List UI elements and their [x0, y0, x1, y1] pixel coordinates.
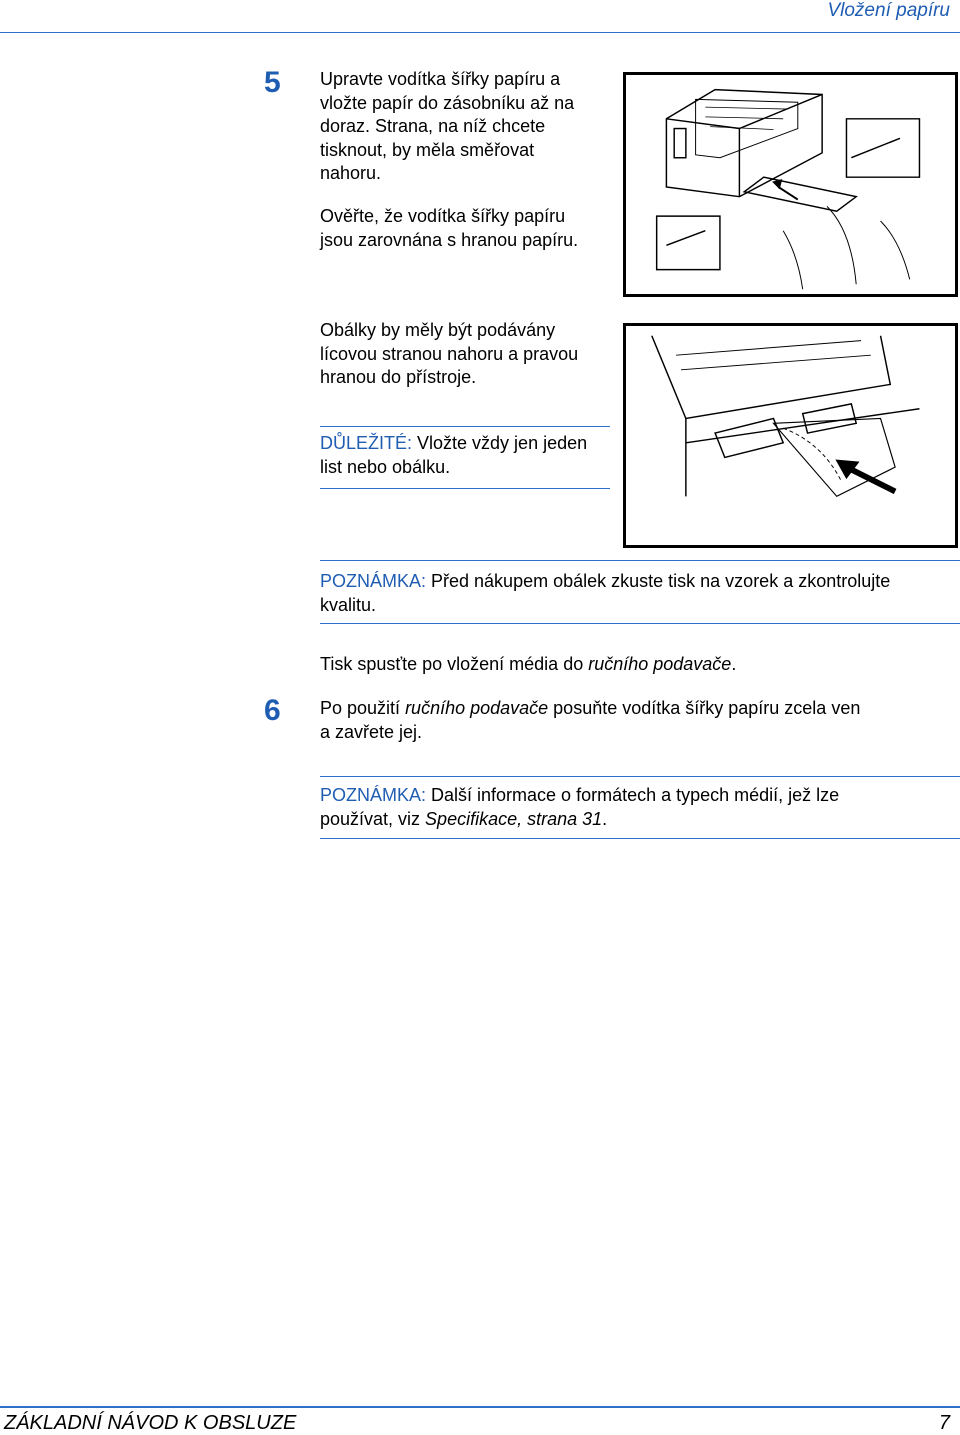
note-label: POZNÁMKA:: [320, 785, 427, 805]
printer-paper-illustration: [626, 75, 955, 294]
running-header-title: Vložení papíru: [827, 0, 950, 21]
figure-envelope-loading: [623, 323, 958, 548]
envelope-illustration: [626, 326, 955, 545]
text-line: doraz. Strana, na níž chcete: [320, 116, 546, 136]
manual-feeder-term: ručního podavače: [588, 654, 732, 674]
text-line: Obálky by měly být podávány: [320, 320, 556, 340]
step5-paragraph-3: [320, 319, 578, 390]
text-line: lícovou stranou nahoru a pravou: [320, 343, 579, 364]
important-text: Vložte vždy jen jeden: [412, 433, 588, 453]
note-text: Před nákupem obálek zkuste tisk na vzorek a zkontrolujte: [426, 571, 891, 591]
note-text-line-2: kvalitu.: [320, 594, 377, 615]
important-note: [320, 432, 587, 479]
note2-top-rule: [320, 776, 960, 777]
note-1: [320, 570, 960, 617]
note1-top-rule: [320, 560, 960, 561]
page-number: 7: [938, 1412, 950, 1434]
step5-paragraph-1: [320, 68, 574, 186]
footer-rule: [0, 1406, 960, 1408]
step6-paragraph: Po použití ručního podavače posuňte vodítka šířky papíru zcela ven a zavřete jej.: [320, 697, 960, 744]
manual-feeder-term: ručního podavače: [405, 698, 549, 718]
important-text-line-2: list nebo obálku.: [320, 456, 451, 477]
note-label: POZNÁMKA:: [320, 571, 427, 591]
header-rule: [0, 32, 960, 33]
text-line: vložte papír do zásobníku až na: [320, 92, 575, 113]
text-line: nahoru.: [320, 163, 382, 183]
step5-paragraph-2: [320, 205, 578, 252]
figure-paper-loading: [623, 72, 958, 297]
important-top-rule: [320, 426, 610, 427]
text-line: Ověřte, že vodítka šířky papíru: [320, 206, 566, 226]
step-number-6: 6: [264, 694, 281, 727]
text-line: jsou zarovnána s hranou papíru.: [320, 229, 579, 250]
note1-bottom-rule: [320, 623, 960, 624]
text-line: Upravte vodítka šířky papíru a: [320, 69, 561, 89]
specifications-link[interactable]: Specifikace, strana 31: [425, 808, 603, 829]
start-print-text: Tisk spusťte po vložení média do ručního podavače.: [320, 654, 737, 674]
step-number-5: 5: [264, 66, 281, 99]
note-text: Další informace o formátech a typech médií, jež lze: [426, 785, 840, 805]
text-line: a zavřete jej.: [320, 721, 423, 742]
note-2: POZNÁMKA: Další informace o formátech a typech médií, jež lze používat, viz Specifikace, strana 31.: [320, 785, 840, 829]
footer-manual-title: ZÁKLADNÍ NÁVOD K OBSLUZE: [4, 1412, 297, 1434]
important-bottom-rule: [320, 488, 610, 489]
note2-bottom-rule: [320, 838, 960, 839]
text-line: hranou do přístroje.: [320, 367, 477, 387]
important-label: DŮLEŽITÉ:: [320, 433, 413, 453]
text-line: tisknout, by měla směřovat: [320, 139, 535, 160]
